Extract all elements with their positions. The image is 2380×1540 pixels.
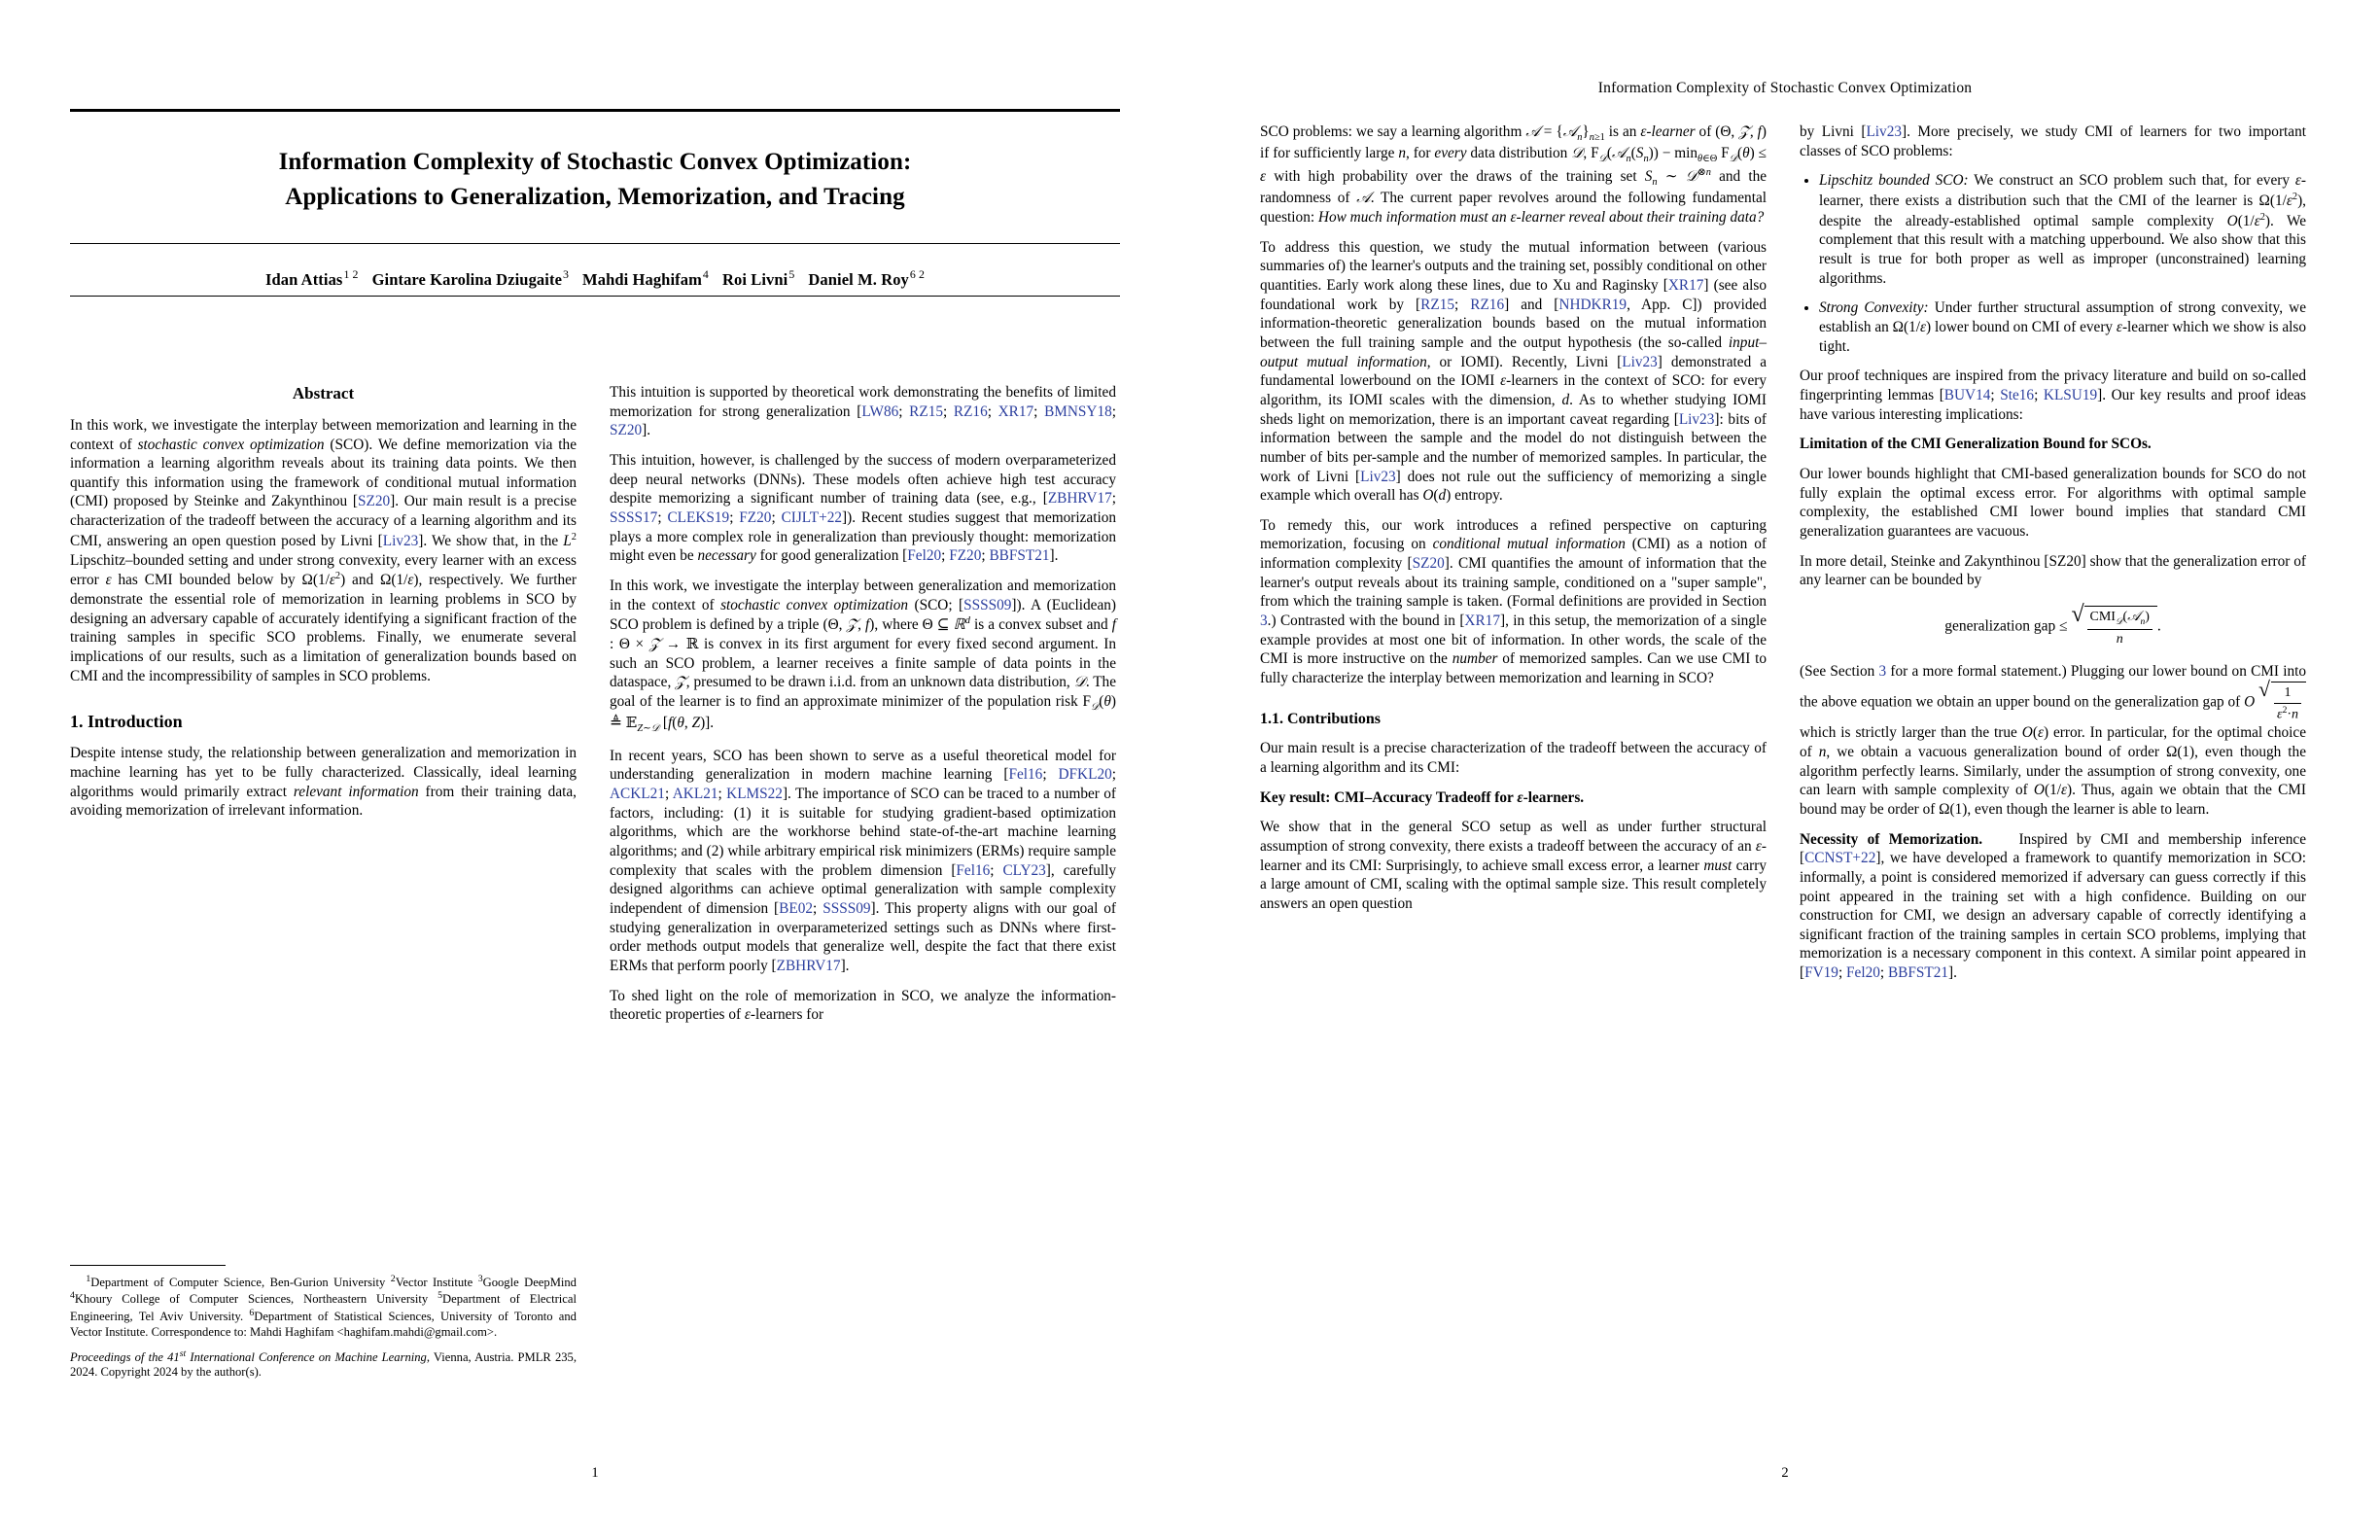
intro-paragraph-3: This intuition, however, is challenged by the success of modern overparameterized deep neural networks (DNNs). These models often achieve high test accuracy despite memorizing a significant number of training data (see, e.g., [ZBHRV17; SSSS17; CLEKS19; FZ20; CIJLT+22]). Recent studies suggest that memorization plays a more complex role in generalization than previously thought: memorization might even be necessary for good generalization [Fel20; FZ20; BBFST21]. — [610, 451, 1117, 565]
abstract-heading: Abstract — [292, 384, 355, 402]
sqrt-symbol — [2072, 606, 2157, 648]
equation-lhs: generalization gap ≤ — [1944, 617, 2068, 635]
page-2-column-2 — [1800, 122, 2306, 994]
section-heading-introduction: 1. Introduction — [70, 712, 183, 732]
author-name: Gintare Karolina Dziugaite — [371, 269, 562, 289]
p2c2-after-bullets: Our proof techniques are inspired from the privacy literature and build on so-called fingerprinting lemmas [BUV14; Ste16; KLSU19]. Our key results and proof ideas have various interesting implications: — [1800, 368, 2306, 423]
running-header: Information Complexity of Stochastic Convex Optimization — [1597, 80, 1973, 96]
bullet-lipschitz-bounded-sco: • Lipschitz bounded SCO: We construct an SCO problem such that, for every ε-learner, there exists a distribution such that the CMI of the learner is $\Omega(1/\varepsilon^2)$, despite the already-established optimal sample complexity $O(1/\varepsilon^2)$. We complement that this result with a matching upperbound. We also show that this result is true for both proper as well as improper (unconstrained) learning algorithms. — [1819, 171, 2306, 288]
intro-paragraph-6: To shed light on the role of memorization in SCO, we analyze the information-theoretic properties of ε-learners for — [610, 987, 1116, 1024]
cmi-over-n-fraction — [2087, 609, 2152, 648]
after-equation-paragraph: (See Section 3 for a more formal statement.) Plugging our lower bound on CMI into the above equation we obtain an upper bound on the generalization gap of O √ $\frac{1}{\varepsilon^2\cdot n}$ which is strictly larger than the true O(ε) error. In particular, for the optimal choice of n, we obtain a vacuous generalization bound of order Ω(1), even though the algorithm perfectly learns. Similarly, under the assumption of strong convexity, one can learn with sample complexity of O(1/ε). Thus, again we obtain that the CMI bound may be order of Ω(1), even though the learner is able to learn. — [1800, 662, 2306, 820]
generalization-gap-equation — [1800, 606, 2306, 648]
footnote-proceedings: Proceedings of the 41st International Conference on Machine Learning, Vienna, Austria. PMLR 235, 2024. Copyright 2024 by the author(s). — [70, 1348, 577, 1380]
key-result-heading-wrapper — [1260, 788, 1767, 808]
author-entry — [808, 267, 926, 289]
page-2-column-1 — [1260, 122, 1767, 994]
author-rule — [70, 296, 1120, 297]
page-1-columns — [70, 383, 1120, 1035]
title-block — [70, 109, 1120, 297]
page-number-2: 2 — [1781, 1465, 1789, 1481]
footnote-block — [70, 1265, 577, 1388]
limitation-heading-wrapper — [1800, 435, 2306, 454]
author-name: Roi Livni — [721, 269, 788, 289]
title-line-2: Applications to Generalization, Memorization, and Tracing — [285, 183, 905, 210]
page-number-1: 1 — [591, 1465, 599, 1481]
author-name: Idan Attias — [264, 269, 343, 289]
author-affiliation-marker: 3 — [563, 267, 570, 281]
author-affiliation-marker: 6 2 — [909, 267, 926, 281]
fraction-denominator: n — [2116, 631, 2123, 647]
p2c2-intro: by Livni [Liv23]. More precisely, we study CMI of learners for two important classes of SCO problems: — [1800, 123, 2306, 159]
equation-period: . — [2156, 617, 2161, 635]
author-list — [70, 267, 1120, 290]
p2c1-paragraph-3: To remedy this, our work introduces a refined perspective on capturing memorization, focusing on conditional mutual information (CMI) as a notion of information complexity [SZ20]. CMI quantifies the amount of information that the learner's output reveals about its training sample, conditioned on a "super sample", from which the training sample is taken. (Formal definitions are provided in Section 3.) Contrasted with the bound in [XR17], in this setup, the memorization of a single example provides at most one bit of information. In other words, the scale of the CMI is more instructive on the number of memorized samples. Can we use CMI to fully characterize the interplay between memorization and learning in SCO? — [1260, 516, 1767, 687]
page-2-columns — [1260, 122, 2310, 994]
footnote-affiliations: $^1$Department of Computer Science, Ben-Gurion University $^2$Vector Institute $^3$Google DeepMind $^4$Khoury College of Computer Sciences, Northeastern University $^5$Department of Electrical Engineering, Tel Aviv University. $^6$Department of Statistical Sciences, University of Toronto and Vector Institute. Correspondence to: Mahdi Haghifam <haghifam.mahdi@gmail.com>. — [70, 1273, 577, 1339]
intro-paragraph-2: This intuition is supported by theoretical work demonstrating the benefits of limited memorization for strong generalization [LW86; RZ15; RZ16; XR17; BMNSY18; SZ20]. — [610, 384, 1117, 439]
contribution-bullets — [1800, 171, 2306, 356]
author-name: Mahdi Haghifam — [582, 269, 702, 289]
intro-paragraph-1: Despite intense study, the relationship between generalization and memorization in machine learning has yet to be fully characterized. Classically, ideal learning algorithms would primarily extract relevant information from their training data, avoiding memorization of irrelevant information. — [70, 745, 577, 820]
author-name: Daniel M. Roy — [808, 269, 909, 289]
footnote-rule — [70, 1265, 226, 1266]
author-affiliation-marker: 5 — [788, 267, 795, 281]
author-affiliation-marker: 1 2 — [343, 267, 359, 281]
sqrt-inline: √ $\frac{1}{\varepsilon^2\cdot n}$ — [2258, 682, 2306, 724]
necessity-of-memorization-heading: Necessity of Memorization. — [1800, 830, 1983, 848]
author-entry — [582, 267, 709, 289]
title-rule-bottom — [70, 243, 1120, 244]
title-line-1: Information Complexity of Stochastic Convex Optimization: — [278, 149, 912, 175]
author-entry — [264, 267, 359, 289]
limitation-heading: Limitation of the CMI Generalization Bound for SCOs. — [1800, 436, 2152, 453]
title-rule-top — [70, 109, 1120, 112]
page-2 — [1190, 0, 2380, 1540]
key-result-body: We show that in the general SCO setup as well as under further structural assumption of strong convexity, there exists a tradeoff between the accuracy of an ε-learner and its CMI: Surprisingly, to achieve small excess error, a learner must carry a large amount of CMI, scaling with the optimal sample size. This result completely answers an open question — [1260, 819, 1767, 912]
contributions-intro: Our main result is a precise characterization of the tradeoff between the accuracy of a learning algorithm and its CMI: — [1260, 740, 1767, 776]
limitation-body: Our lower bounds highlight that CMI-based generalization bounds for SCO do not fully explain the optimal excess error. For algorithms with optimal sample complexity, the established CMI lower bound implies that standard CMI generalization guarantees are vacuous. — [1800, 466, 2306, 540]
author-entry — [721, 267, 795, 289]
radicand — [2084, 606, 2157, 648]
bullet-strong-convexity: • Strong Convexity: Under further structural assumption of strong convexity, we establish an Ω(1/ε) lower bound on CMI of every ε-learner which we show is also tight. — [1819, 298, 2306, 356]
page-1-column-1 — [70, 383, 577, 1035]
steinke-paragraph: In more detail, Steinke and Zakynthinou [SZ20] show that the generalization error of any learner can be bounded by — [1800, 552, 2306, 589]
key-result-heading: Key result: CMI–Accuracy Tradeoff for ε-learners. — [1260, 788, 1585, 806]
intro-paragraph-5: In recent years, SCO has been shown to serve as a useful theoretical model for understanding generalization in modern machine learning [Fel16; DFKL20; ACKL21; AKL21; KLMS22]. The importance of SCO can be traced to a number of factors, including: (1) it is suitable for studying gradient-based optimization algorithms, which are the workhorse behind state-of-the-art machine learning algorithms; and (2) while arbitrary empirical risk minimizers (ERMs) require sample complexity that scales with the problem dimension [Fel16; CLY23], carefully designed algorithms can achieve optimal generalization with sample complexity independent of dimension [BE02; SSSS09]. This property aligns with our goal of studying generalization in overparameterized settings such as DNNs where first-order methods output models that generalize well, despite the fact that there exist ERMs that perform poorly [ZBHRV17]. — [610, 747, 1117, 974]
p2c1-paragraph-1: SCO problems: we say a learning algorithm 𝒜 = $\{𝒜_n\}_{n\ge 1}$ is an ε-learner of (Θ, 𝒵, f) if for sufficiently large n, for every data distribution 𝒟, $F_𝒟(𝒜_n(S_n)) - \min_{\theta\in\Theta} F_𝒟(\theta) \le \varepsilon$ with high probability over the draws of the training set $S_n$ ∼ 𝒟$^{\otimes n}$ and the randomness of 𝒜. The current paper revolves around the following fundamental question: How much information must an ε-learner reveal about their training data? — [1260, 123, 1768, 226]
fraction-numerator: √ $CMI_𝒟(𝒜_n)$ — [2087, 609, 2152, 630]
author-affiliation-marker: 4 — [702, 267, 709, 281]
abstract-paragraph: In this work, we investigate the interplay between memorization and learning in the context of stochastic convex optimization (SCO). We define memorization via the information a learning algorithm reveals about its training data points. We then quantify this information using the framework of conditional mutual information (CMI) proposed by Steinke and Zakynthinou [SZ20]. Our main result is a precise characterization of the tradeoff between the accuracy of a learning algorithm and its CMI, answering an open question posed by Livni [Liv23]. We show that, in the $L^2$ Lipschitz–bounded setting and under strong convexity, every learner with an excess error ε has CMI bounded below by $\Omega(1/\varepsilon^2)$ and Ω(1/ε), respectively. We further demonstrate the essential role of memorization in learning problems in SCO by designing an adversary capable of accurately identifying a significant fraction of the training samples in specific SCO problems. Finally, we enumerate several implications of our results, such as a limitation of generalization bounds based on CMI and the incompressibility of samples in SCO problems. — [70, 416, 577, 684]
subsection-heading-contributions: 1.1. Contributions — [1260, 710, 1382, 727]
author-entry — [371, 267, 570, 289]
necessity-heading-wrapper: Necessity of Memorization. Inspired by CMI and membership inference [CCNST+22], we have developed a framework to quantify memorization in SCO: informally, a point is considered memorized if adversary can guess correctly if this point appeared in the training set with a high confidence. Building on our construction for CMI, we design an adversary capable of correctly identifying a significant fraction of the training samples in certain SCO problems, implying that memorization is a necessary component in this context. A similar point appeared in [FV19; Fel20; BBFST21]. — [1800, 830, 2307, 982]
p2c1-paragraph-2: To address this question, we study the mutual information between (various summaries of) the learner's outputs and the training set, possibly conditional on other quantities. Early work along these lines, due to Xu and Raginsky [XR17] (see also foundational work by [RZ15; RZ16] and [NHDKR19, App. C]) provided information-theoretic generalization bounds based on the mutual information between the full training sample and the output hypothesis (the so-called input–output mutual information, or IOMI). Recently, Livni [Liv23] demonstrated a fundamental lowerbound on the IOMI ε-learners in the context of SCO: for every algorithm, its IOMI scales with the dimension, d. As to whether studying IOMI sheds light on memorization, there is an important caveat regarding [Liv23]: bits of information between the sample and the model do not distinguish between the number of bits per-sample and the number of memorized samples. In particular, the work of Livni [Liv23] does not rule out the sufficiency of memorizing a single example which overall has O(d) entropy. — [1260, 238, 1767, 505]
page-title — [70, 145, 1120, 214]
page-1-column-2 — [610, 383, 1116, 1035]
intro-paragraph-4: In this work, we investigate the interplay between generalization and memorization in the context of stochastic convex optimization (SCO; [SSSS09]). A (Euclidean) SCO problem is defined by a triple (Θ, 𝒵, f), where Θ ⊆ ℝ$^d$ is a convex subset and f : Θ × 𝒵 → ℝ is convex in its first argument for every fixed second argument. In such an SCO problem, a learner receives a finite sample of data points in the dataspace, 𝒵, presumed to be drawn i.i.d. from an unknown data distribution, 𝒟. The goal of the learner is to find an approximate minimizer of the population risk $F_𝒟(\theta)$ ≜ 𝔼$_{Z\sim 𝒟}$ [f(θ, Z)]. — [610, 577, 1116, 735]
